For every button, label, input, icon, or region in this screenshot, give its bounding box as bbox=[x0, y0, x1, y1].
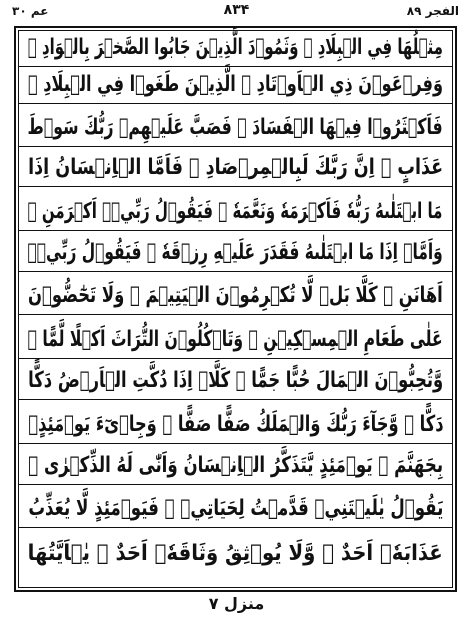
line-text: وَفِرۡعَوۡنَ ذِي الۡاَوۡتَادِ ۝ الَّذِيۡنَ طَغَوۡا فِي الۡبِلَادِ ۝ bbox=[28, 72, 444, 97]
text-line bbox=[18, 491, 453, 528]
text-line bbox=[18, 150, 453, 187]
line-text: اَهَانَنِ ۝ كَلَّا بَلۡ لَّا تُكۡرِمُوۡنَ الۡيَتِيۡمَ ۝ وَلَا تَحٰٓضُّوۡنَ bbox=[28, 283, 443, 308]
text-line bbox=[18, 235, 453, 272]
text-line bbox=[18, 448, 453, 485]
line-text: عَلٰى طَعَامِ الۡمِسۡكِيۡنِ ۝ وَتَاۡكُلُوۡنَ التُّرَاثَ اَكۡلًا لَّمًّا ۝ bbox=[28, 327, 444, 352]
text-line bbox=[18, 278, 453, 315]
line-text: وَّتُحِبُّوۡنَ الۡمَالَ حُبًّا جَمًّا ۝ كَلَّاۤ اِذَا دُكَّتِ الۡاَرۡضُ دَكًّا bbox=[28, 368, 443, 393]
line-text: يَقُوۡلُ يٰلَيۡتَنِيۡ قَدَّمۡتُ لِحَيَاتِيۡ ۝ فَيَوۡمَئِذٍ لَّا يُعَذِّبُ bbox=[27, 496, 444, 521]
juz-label: عم ۳۰ bbox=[12, 4, 49, 18]
line-text: مَا ابۡتَلٰىهُ رَبُّهٗ فَاَكۡرَمَهٗ وَنَعَّمَهٗ ۙ فَيَقُوۡلُ رَبِّيۡۤ اَكۡرَمَنِ ۝ bbox=[28, 199, 443, 224]
surah-label: الفجر ۸۹ bbox=[406, 4, 459, 18]
page-number: ۸۳۴ bbox=[223, 2, 250, 18]
text-line bbox=[18, 363, 453, 400]
text-line bbox=[18, 30, 453, 67]
line-text: عَذَابٍ ۝ اِنَّ رَبَّكَ لَبِالۡمِرۡصَادِ ۝ فَاَمَّا الۡاِنۡسَانُ اِذَا bbox=[28, 155, 443, 180]
manzil-marker: منزل ۷ bbox=[208, 594, 265, 613]
text-line bbox=[18, 194, 453, 231]
text-line bbox=[18, 535, 453, 572]
text-line bbox=[18, 322, 453, 359]
line-text: فَاَكۡثَرُوۡا فِيۡهَا الۡفَسَادَ ۝ فَصَبَّ عَلَيۡهِمۡ رَبُّكَ سَوۡطَ bbox=[27, 115, 444, 140]
text-line bbox=[18, 407, 453, 444]
text-line bbox=[18, 110, 453, 147]
line-text: وَاَمَّاۤ اِذَا مَا ابۡتَلٰىهُ فَقَدَرَ عَلَيۡهِ رِزۡقَهٗ ۙ فَيَقُوۡلُ رَبِّيۡۤ bbox=[27, 240, 444, 265]
line-text: بِجَهَنَّمَ ۙ يَوۡمَئِذٍ يَّتَذَكَّرُ الۡاِنۡسَانُ وَاَنّٰى لَهُ الذِّكۡرٰى ۝ bbox=[28, 453, 443, 478]
line-text: عَذَابَهٗۤ اَحَدٌ ۝ وَّلَا يُوۡثِقُ وَثَاقَهٗۤ اَحَدٌ ۝ يٰۤاَيَّتُهَا bbox=[27, 540, 444, 566]
line-text: دَكًّا ۝ وَّجَآءَ رَبُّكَ وَالۡمَلَكُ صَفًّا صَفًّا ۝ وَجِاۡىٓءَ يَوۡمَئِذٍۢ bbox=[27, 412, 444, 437]
text-line bbox=[18, 67, 453, 104]
text-body bbox=[18, 30, 453, 588]
line-text: مِثۡلُهَا فِي الۡبِلَادِ ۝ وَثَمُوۡدَ الَّذِيۡنَ جَابُوا الصَّخۡرَ بِالۡوَادِ ۝ bbox=[27, 35, 444, 60]
page-header bbox=[0, 0, 473, 28]
